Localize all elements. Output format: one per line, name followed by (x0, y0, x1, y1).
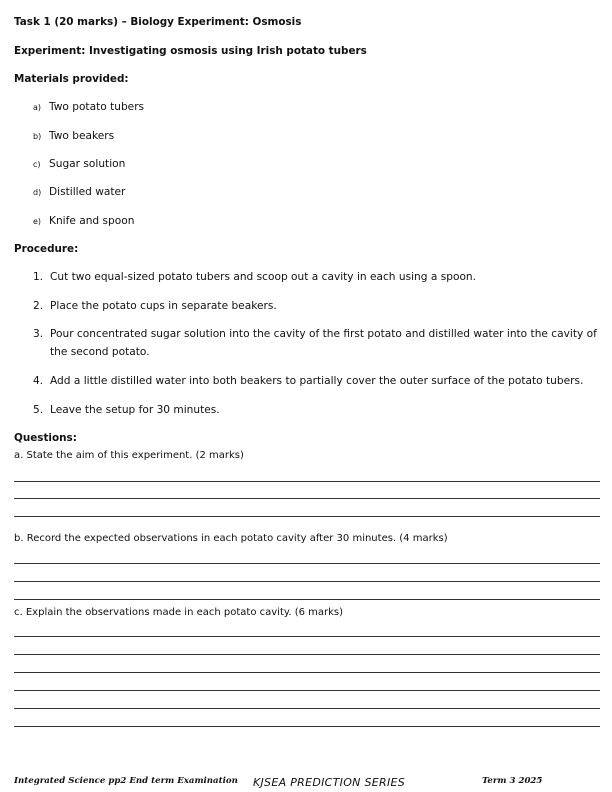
procedure-step-text: Cut two equal-sized potato tubers and scoop out a cavity in each using a spoon. (50, 271, 477, 283)
answer-line[interactable] (14, 672, 600, 673)
procedure-heading: Procedure: (14, 243, 79, 255)
materials-item-text: Two potato tubers (49, 101, 145, 113)
materials-heading: Materials provided: (14, 73, 129, 85)
materials-item-text: Knife and spoon (49, 215, 135, 227)
procedure-step-number: 3. (33, 328, 44, 340)
materials-item (33, 101, 144, 113)
answer-line[interactable] (14, 636, 600, 637)
answer-line[interactable] (14, 516, 600, 517)
procedure-step (33, 401, 599, 419)
procedure-step (33, 297, 599, 315)
task-title: Task 1 (20 marks) – Biology Experiment: Osmosis (14, 16, 302, 28)
experiment-title: Experiment: Investigating osmosis using Irish potato tubers (14, 45, 367, 57)
materials-item-letter: b) (33, 132, 42, 141)
question-b: b. Record the expected observations in each potato cavity after 30 minutes. (4 marks) (14, 533, 448, 544)
procedure-step-number: 1. (33, 271, 44, 283)
materials-item (33, 130, 114, 142)
procedure-step-text: Pour concentrated sugar solution into the cavity of the first potato and distilled water into the cavity of the second potato. (50, 328, 597, 358)
answer-line[interactable] (14, 599, 600, 600)
materials-item (33, 186, 125, 198)
materials-item-letter: e) (33, 217, 42, 226)
answer-line[interactable] (14, 690, 600, 691)
footer-exam-name: Integrated Science pp2 End term Examination (14, 776, 238, 786)
materials-item-letter: d) (33, 188, 42, 197)
materials-item-text: Distilled water (49, 186, 126, 198)
answer-line[interactable] (14, 581, 600, 582)
procedure-step-text: Leave the setup for 30 minutes. (50, 404, 220, 416)
materials-item (33, 158, 125, 170)
question-c: c. Explain the observations made in each potato cavity. (6 marks) (14, 607, 344, 618)
answer-line[interactable] (14, 726, 600, 727)
footer-term: Term 3 2025 (482, 776, 543, 786)
procedure-step-number: 2. (33, 300, 44, 312)
materials-item-text: Two beakers (49, 130, 115, 142)
answer-line[interactable] (14, 481, 600, 482)
materials-item-text: Sugar solution (49, 158, 126, 170)
procedure-step-text: Place the potato cups in separate beakers. (50, 300, 277, 312)
procedure-step (33, 372, 599, 390)
answer-line[interactable] (14, 654, 600, 655)
materials-item-letter: c) (33, 160, 41, 169)
answer-line[interactable] (14, 498, 600, 499)
materials-item-letter: a) (33, 103, 42, 112)
questions-heading: Questions: (14, 432, 77, 444)
procedure-step (33, 325, 599, 361)
procedure-step-number: 4. (33, 375, 44, 387)
answer-line[interactable] (14, 708, 600, 709)
procedure-step (33, 268, 599, 286)
footer-series: KJSEA PREDICTION SERIES (253, 776, 406, 789)
materials-item (33, 215, 134, 227)
question-a: a. State the aim of this experiment. (2 marks) (14, 450, 244, 461)
procedure-step-number: 5. (33, 404, 44, 416)
procedure-step-text: Add a little distilled water into both beakers to partially cover the outer surface of the potato tubers. (50, 375, 584, 387)
answer-line[interactable] (14, 563, 600, 564)
